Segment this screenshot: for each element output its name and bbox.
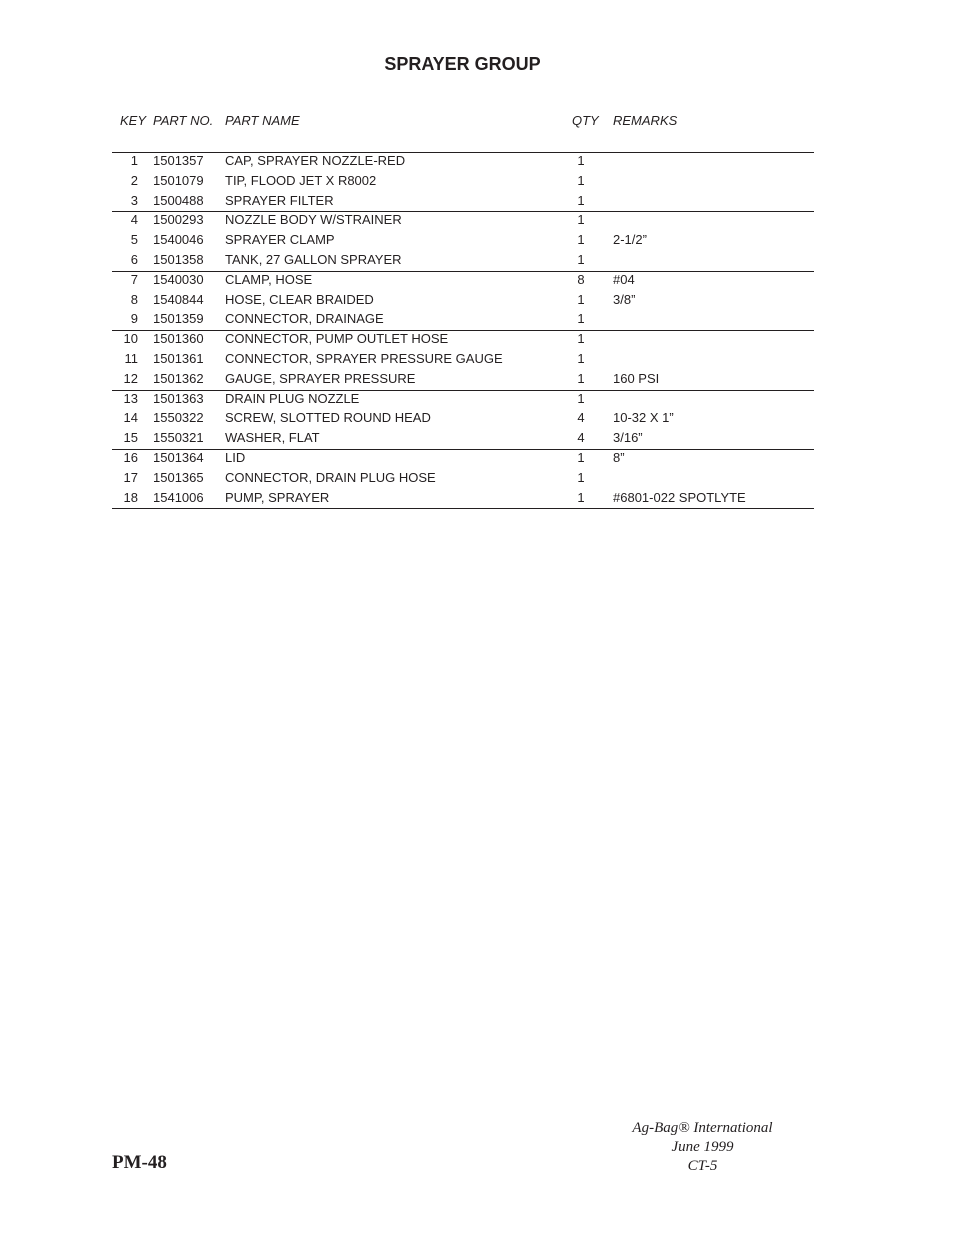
row-part-name: SPRAYER FILTER — [225, 192, 334, 208]
row-part-name: CONNECTOR, DRAINAGE — [225, 311, 384, 327]
row-part-no: 1501363 — [153, 390, 204, 406]
row-key: 4 — [130, 212, 138, 228]
row-part-no: 1540844 — [153, 291, 204, 307]
row-part-no: 1501361 — [153, 350, 204, 366]
footer-block — [600, 1119, 805, 1176]
row-part-no: 1501360 — [153, 331, 204, 347]
column-header-remarks: REMARKS — [613, 113, 678, 128]
row-key: 3 — [130, 192, 138, 208]
column-header-key: KEY — [120, 113, 147, 128]
row-part-name: CONNECTOR, DRAIN PLUG HOSE — [225, 469, 436, 485]
row-part-name: CAP, SPRAYER NOZZLE-RED — [225, 153, 406, 168]
column-header-part-no: PART NO. — [153, 113, 214, 128]
row-key: 14 — [123, 410, 138, 426]
row-part-no: 1501357 — [153, 153, 204, 168]
table-row — [112, 193, 814, 213]
row-part-no: 1501079 — [153, 172, 204, 188]
row-qty: 1 — [577, 489, 585, 505]
row-qty: 1 — [577, 251, 585, 267]
row-part-name: SPRAYER CLAMP — [225, 232, 335, 248]
table-row — [112, 430, 814, 450]
row-part-name: SCREW, SLOTTED ROUND HEAD — [225, 410, 431, 426]
column-header-part-name: PART NAME — [225, 113, 300, 128]
footer-company: Ag-Bag® International — [632, 1120, 773, 1136]
table-row — [112, 153, 814, 173]
row-part-name: LID — [225, 449, 246, 465]
table-row — [112, 252, 814, 272]
row-part-name: GAUGE, SPRAYER PRESSURE — [225, 370, 416, 386]
row-qty: 8 — [577, 271, 585, 287]
row-key: 16 — [123, 449, 138, 465]
row-part-no: 1500293 — [153, 212, 204, 228]
row-key: 18 — [123, 489, 138, 505]
table-row — [112, 490, 814, 510]
row-remarks: 160 PSI — [613, 370, 660, 386]
row-part-no: 1501358 — [153, 251, 204, 267]
row-part-no: 1500488 — [153, 192, 204, 208]
footer-model: CT-5 — [687, 1158, 718, 1174]
row-remarks: #6801-022 SPOTLYTE — [613, 489, 746, 505]
row-part-name: TIP, FLOOD JET X R8002 — [225, 172, 377, 188]
row-key: 13 — [123, 390, 138, 406]
row-part-no: 1550322 — [153, 410, 204, 426]
row-qty: 1 — [577, 370, 585, 386]
footer-date: June 1999 — [671, 1139, 734, 1155]
row-key: 15 — [123, 430, 138, 446]
row-part-no: 1501359 — [153, 311, 204, 327]
row-key: 11 — [124, 350, 138, 366]
row-qty: 1 — [577, 390, 585, 406]
row-qty: 1 — [577, 232, 585, 248]
row-key: 17 — [123, 469, 138, 485]
table-row — [112, 351, 814, 371]
row-part-no: 1501364 — [153, 449, 204, 465]
table-row — [112, 470, 814, 490]
row-key: 7 — [130, 271, 138, 287]
row-part-name: CONNECTOR, PUMP OUTLET HOSE — [225, 331, 449, 347]
row-remarks: 3/16” — [613, 430, 643, 446]
row-part-name: HOSE, CLEAR BRAIDED — [225, 291, 374, 307]
row-qty: 1 — [577, 212, 585, 228]
table-row — [112, 212, 814, 232]
page-title: SPRAYER GROUP — [384, 54, 541, 74]
row-key: 1 — [130, 153, 138, 168]
row-qty: 1 — [577, 291, 585, 307]
row-qty: 1 — [577, 331, 585, 347]
row-qty: 1 — [577, 172, 585, 188]
row-part-name: TANK, 27 GALLON SPRAYER — [225, 251, 402, 267]
parts-table — [112, 152, 814, 509]
row-qty: 1 — [577, 153, 585, 168]
row-qty: 4 — [577, 430, 585, 446]
row-key: 12 — [123, 370, 138, 386]
row-key: 5 — [130, 232, 138, 248]
row-part-name: CONNECTOR, SPRAYER PRESSURE GAUGE — [225, 350, 503, 366]
row-part-no: 1540046 — [153, 232, 204, 248]
row-part-name: PUMP, SPRAYER — [225, 489, 330, 505]
row-part-no: 1540030 — [153, 271, 204, 287]
row-qty: 1 — [577, 449, 585, 465]
row-remarks: 3/8” — [613, 291, 636, 307]
row-key: 9 — [130, 311, 138, 327]
row-part-no: 1501362 — [153, 370, 204, 386]
row-part-name: WASHER, FLAT — [225, 430, 320, 446]
table-row — [112, 391, 814, 411]
row-part-no: 1541006 — [153, 489, 204, 505]
table-row — [112, 311, 814, 331]
row-part-name: DRAIN PLUG NOZZLE — [225, 390, 360, 406]
row-key: 10 — [123, 331, 138, 347]
row-qty: 4 — [577, 410, 585, 426]
table-row — [112, 331, 814, 351]
column-header-qty: QTY — [572, 113, 599, 128]
row-key: 8 — [130, 291, 138, 307]
row-qty: 1 — [577, 469, 585, 485]
row-part-name: CLAMP, HOSE — [225, 271, 313, 287]
row-part-no: 1501365 — [153, 469, 204, 485]
table-row — [112, 450, 814, 470]
row-key: 2 — [130, 172, 138, 188]
table-row — [112, 292, 814, 312]
row-part-name: NOZZLE BODY W/STRAINER — [225, 212, 402, 228]
table-row — [112, 232, 814, 252]
row-remarks: 8” — [613, 449, 625, 465]
table-row — [112, 371, 814, 391]
row-qty: 1 — [577, 192, 585, 208]
table-row — [112, 272, 814, 292]
page-number: PM-48 — [112, 1152, 167, 1173]
row-qty: 1 — [577, 311, 585, 327]
table-row — [112, 173, 814, 193]
row-key: 6 — [130, 251, 138, 267]
row-part-no: 1550321 — [153, 430, 204, 446]
row-qty: 1 — [577, 350, 585, 366]
row-remarks: 2-1/2” — [613, 232, 647, 248]
row-remarks: #04 — [613, 271, 635, 287]
table-row — [112, 410, 814, 430]
row-remarks: 10-32 X 1” — [613, 410, 674, 426]
